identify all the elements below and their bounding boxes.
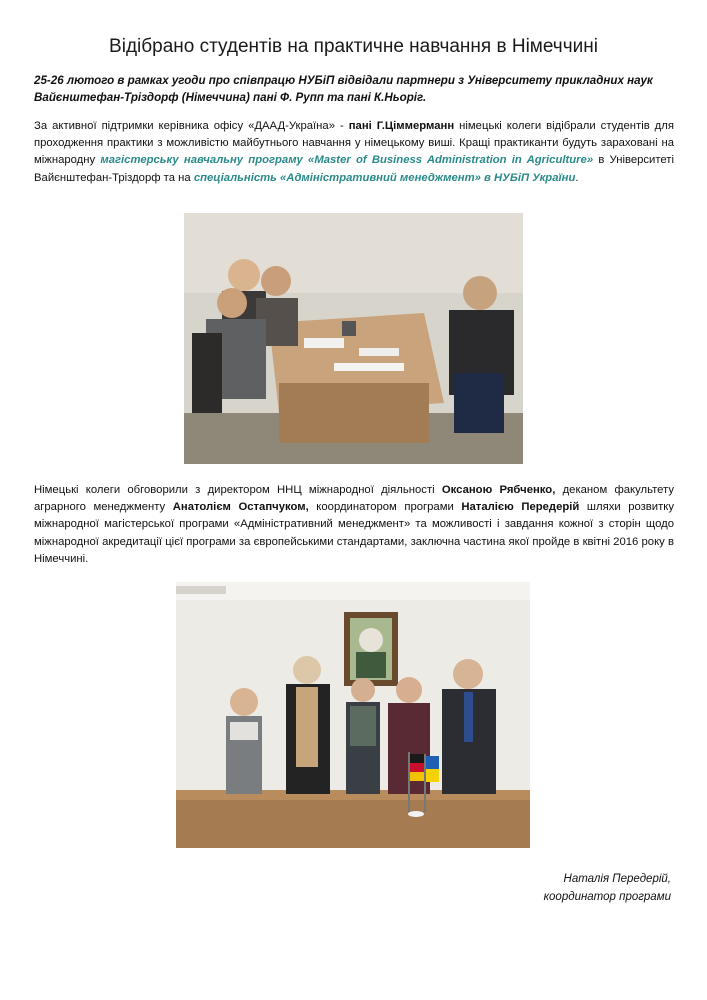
p2-text-4: шляхи розвитку міжнародної магістерської програми «Адміністративний менеджмент» та можливості і завдання кожної з сторін щодо міжнародної акредитації цієї програми за європейськими стандартами, заключна частина якої пройде в квітні 2016 року в Німеччині.	[34, 501, 675, 565]
p1-text-3: в Університеті Вайєнштефан-Тріздорф та на	[34, 154, 674, 184]
signature-block	[371, 870, 671, 906]
p2-name-perederii: Наталією Передерій	[461, 501, 580, 514]
p1-program-admin: спеціальність «Адміністративний менеджмент» в НУБіП України	[193, 171, 576, 184]
paragraph-selection	[34, 118, 674, 187]
lead-paragraph: 25-26 лютого в рамках угоди про співпрацю НУБіП відвідали партнери з Університету прикладних наук Вайєнштефан-Тріздорф (Німеччина) пані Ф. Рупп та пані К.Ньоріг.	[34, 74, 653, 104]
page-title: Відібрано студентів на практичне навчання в Німеччині	[109, 36, 598, 57]
p2-text-2: деканом факультету аграрного менеджменту	[34, 484, 674, 514]
p1-text-1: За активної підтримки керівника офісу «ДААД-Україна» -	[34, 120, 349, 132]
paragraph-discussion	[34, 482, 674, 568]
p2-text-1: Німецькі колеги обговорили з директором ННЦ міжнародної діяльності	[34, 484, 442, 496]
signature-name: Наталія Передерій,	[563, 873, 671, 885]
p2-text-3: координатором програми	[308, 501, 462, 514]
p2-name-riabchenko: Оксаною Рябченко,	[441, 484, 556, 496]
meeting-photo	[184, 213, 523, 464]
p1-program-mba: магістерську навчальну програму «Master of Business Administration in Agriculture»	[100, 154, 594, 167]
p1-text-2: німецькі колеги відібрали студентів для проходження практики з можливістю майбутнього навчання у німецькому виші. Кращі практиканти будуть зараховані на міжнародну	[34, 120, 674, 167]
p1-name-zimmermann: пані Г.Ціммерманн	[348, 120, 455, 132]
p2-name-ostapchuk: Анатолієм Остапчуком,	[172, 501, 309, 514]
signature-role: координатор програми	[543, 891, 671, 903]
group-photo	[176, 582, 530, 848]
p1-text-4: .	[575, 171, 579, 184]
